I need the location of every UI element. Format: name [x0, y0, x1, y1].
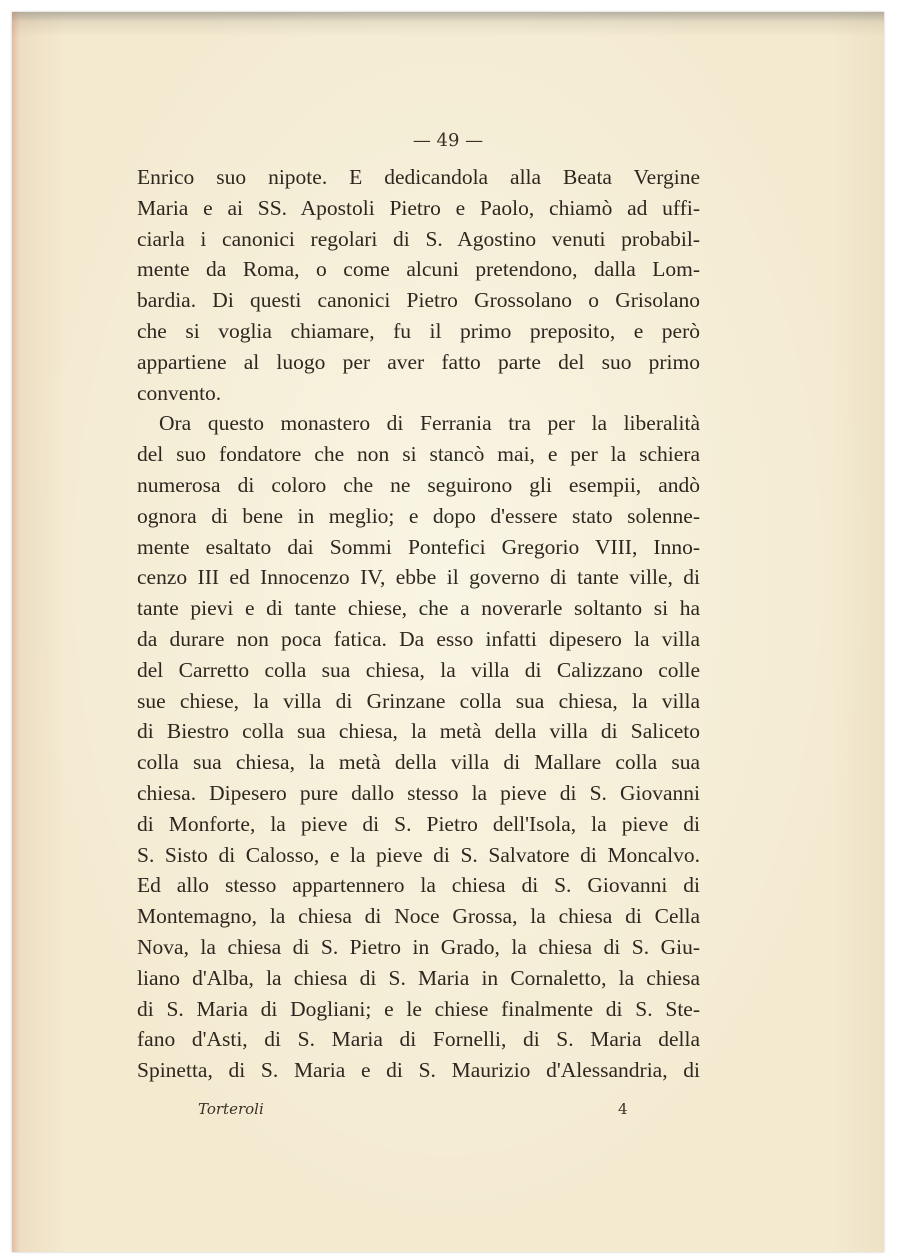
text-line: S. Sisto di Calosso, e la pieve di S. Salvatore di Moncalvo. [137, 842, 700, 867]
text-line: Ora questo monastero di Ferrania tra per la liberalità [159, 411, 700, 436]
text-line: Montemagno, la chiesa di Noce Grossa, la chiesa di Cella [137, 904, 700, 929]
text-line: liano d'Alba, la chiesa di S. Maria in Cornaletto, la chiesa [137, 965, 700, 990]
text-line: di S. Maria di Dogliani; e le chiese finalmente di S. Ste- [137, 996, 700, 1021]
text-line: Nova, la chiesa di S. Pietro in Grado, la chiesa di S. Giu- [137, 934, 700, 959]
text-line: cenzo III ed Innocenzo IV, ebbe il governo di tante ville, di [137, 565, 700, 590]
text-line: numerosa di coloro che ne seguirono gli esempii, andò [137, 472, 700, 497]
text-line: mente esaltato dai Sommi Pontefici Gregorio VIII, Inno- [137, 534, 700, 559]
page-left-edge [12, 12, 20, 1252]
page-top-edge [12, 12, 884, 22]
page-number: — 49 — [412, 130, 484, 151]
text-line: appartiene al luogo per aver fatto parte del suo primo [137, 349, 700, 374]
text-line: colla sua chiesa, la metà della villa di Mallare colla sua [137, 750, 700, 775]
text-line: bardia. Di questi canonici Pietro Grossolano o Grisolano [137, 288, 700, 313]
footer-signature-mark: 4 [618, 1100, 628, 1118]
text-line: sue chiese, la villa di Grinzane colla sua chiesa, la villa [137, 688, 700, 713]
text-line: di Monforte, la pieve di S. Pietro dell'Isola, la pieve di [137, 811, 700, 836]
text-line: Maria e ai SS. Apostoli Pietro e Paolo, chiamò ad uffi- [137, 195, 700, 220]
text-line: del suo fondatore che non si stancò mai, e per la schiera [137, 442, 700, 467]
text-line: da durare non poca fatica. Da esso infatti dipesero la villa [137, 626, 700, 651]
text-line: che si voglia chiamare, fu il primo preposito, e però [137, 318, 700, 343]
text-line: mente da Roma, o come alcuni pretendono, dalla Lom- [137, 257, 700, 282]
text-line: Ed allo stesso appartennero la chiesa di S. Giovanni di [137, 873, 700, 898]
text-line: Enrico suo nipote. E dedicandola alla Beata Vergine [137, 165, 700, 189]
text-line: del Carretto colla sua chiesa, la villa di Calizzano colle [137, 657, 700, 682]
text-line: fano d'Asti, di S. Maria di Fornelli, di S. Maria della [137, 1027, 700, 1052]
text-line: Spinetta, di S. Maria e di S. Maurizio d'Alessandria, di [137, 1058, 700, 1083]
text-line: ciarla i canonici regolari di S. Agostino venuti probabil- [137, 226, 700, 251]
body-text [137, 162, 700, 1086]
footer-author: Torteroli [198, 1100, 264, 1118]
book-page [12, 12, 884, 1252]
text-line: di Biestro colla sua chiesa, la metà della villa di Saliceto [137, 719, 700, 744]
text-line: convento. [137, 380, 222, 405]
text-line: ognora di bene in meglio; e dopo d'essere stato solenne- [137, 503, 700, 528]
text-line: tante pievi e di tante chiese, che a noverarle soltanto si ha [137, 596, 700, 621]
text-line: chiesa. Dipesero pure dallo stesso la pieve di S. Giovanni [137, 780, 700, 805]
